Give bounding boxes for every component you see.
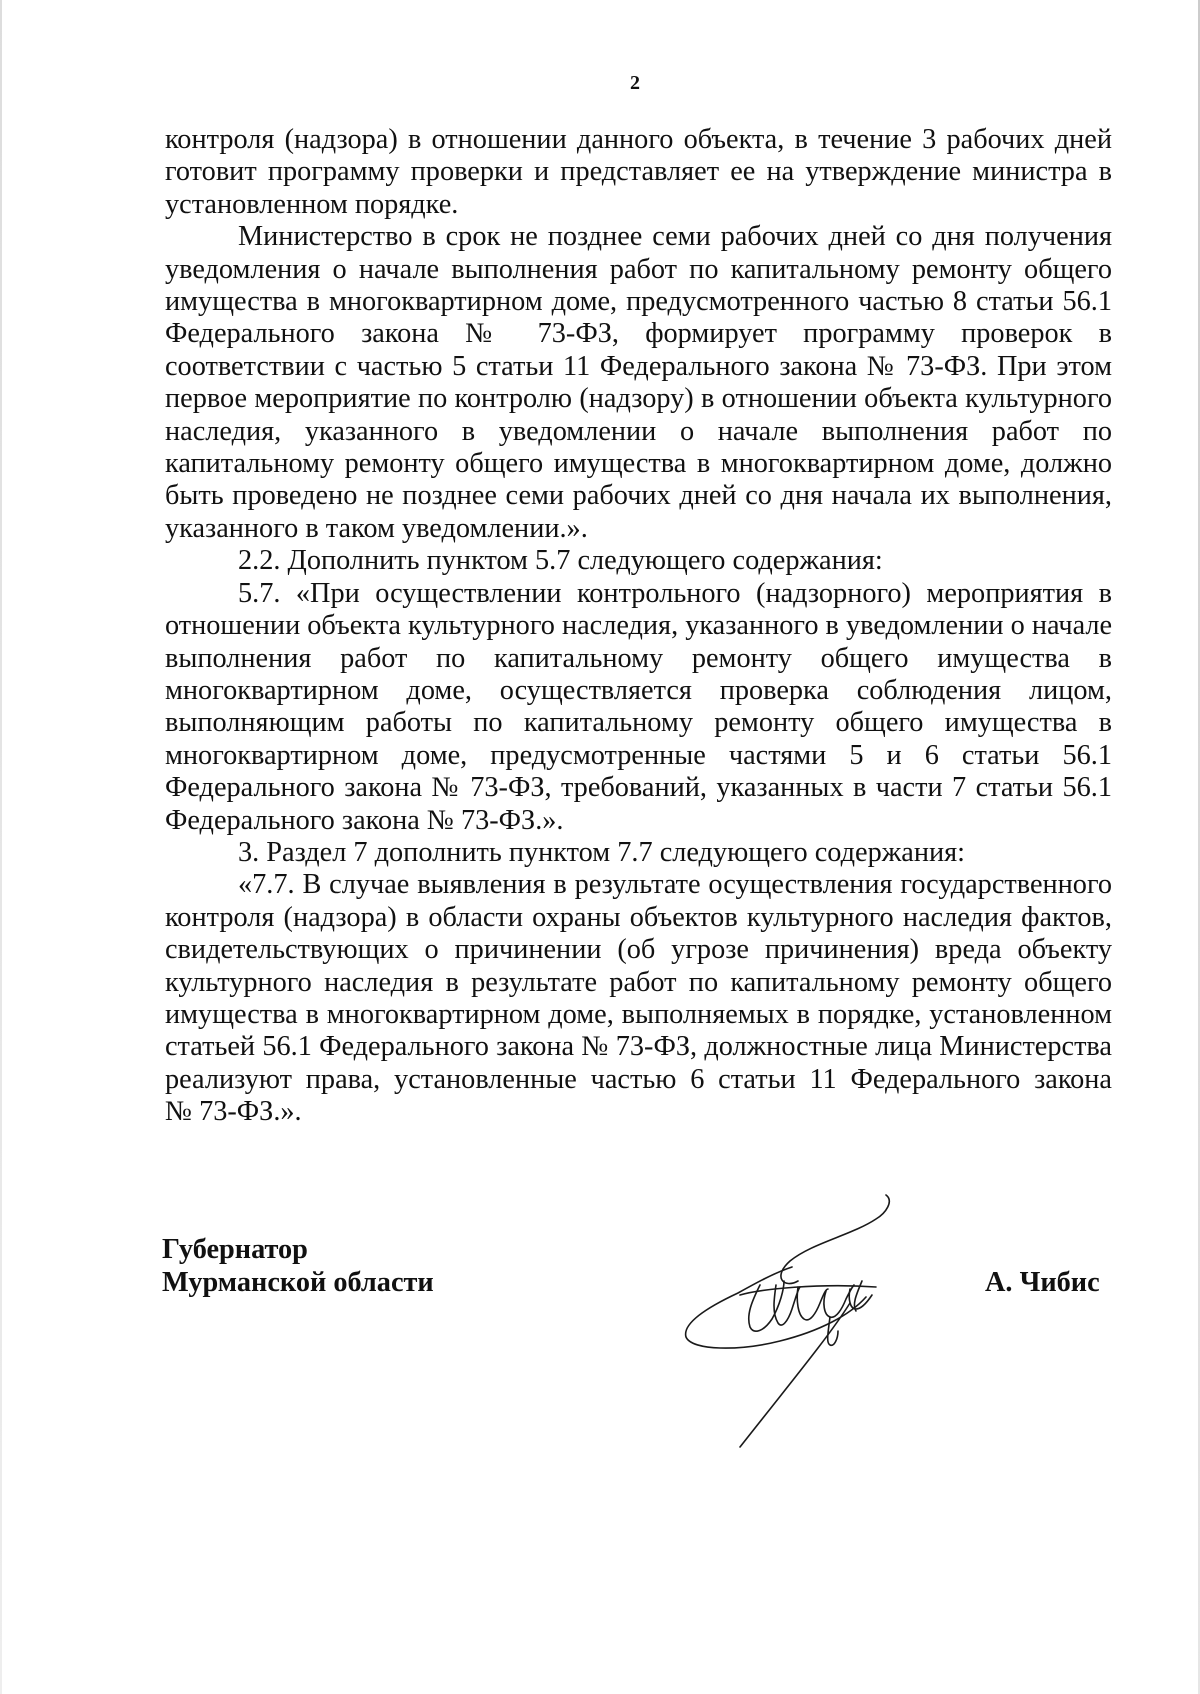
text-line: наследия, указанного в уведомлении о начале выполнения работ по xyxy=(165,415,1112,447)
document-body xyxy=(165,124,1112,1129)
signatory-position-line-1: Губернатор xyxy=(162,1234,308,1265)
signature-icon xyxy=(680,1185,910,1465)
signatory-position-line-2: Мурманской области xyxy=(162,1267,434,1298)
text-line: статьей 56.1 Федерального закона № 73-ФЗ, должностные лица Министерства xyxy=(165,1031,1112,1063)
text-line: 3. Раздел 7 дополнить пунктом 7.7 следующего содержания: xyxy=(238,836,965,868)
text-line: культурного наследия в результате работ по капитальному ремонту общего xyxy=(165,966,1112,998)
text-line: многоквартирном доме, осуществляется проверка соблюдения лицом, xyxy=(165,674,1112,706)
text-line: выполнения работ по капитальному ремонту общего имущества в xyxy=(165,642,1112,674)
text-line: отношении объекта культурного наследия, указанного в уведомлении о начале xyxy=(165,610,1113,642)
text-line: соответствии с частью 5 статьи 11 Федерального закона № 73-ФЗ. При этом xyxy=(165,350,1112,382)
text-line: Министерство в срок не позднее семи рабочих дней со дня получения xyxy=(238,221,1112,253)
text-line: 2.2. Дополнить пунктом 5.7 следующего содержания: xyxy=(238,545,883,577)
signatory-position xyxy=(162,1233,434,1299)
text-line: установленном порядке. xyxy=(165,188,459,220)
text-line: капитальному ремонту общего имущества в многоквартирном доме, должно xyxy=(165,448,1112,480)
text-line: Федерального закона № 73-ФЗ, требований, указанных в части 7 статьи 56.1 xyxy=(165,772,1112,804)
text-line: № 73-ФЗ.». xyxy=(165,1096,302,1128)
text-line: свидетельствующих о причинении (об угрозе причинения) вреда объекту xyxy=(165,934,1112,966)
text-line: готовит программу проверки и представляет ее на утверждение министра в xyxy=(165,156,1112,188)
text-line: Федерального закона № 73-ФЗ, формирует программу проверок в xyxy=(165,318,1112,350)
text-line: контроля (надзора) в области охраны объектов культурного наследия фактов, xyxy=(165,901,1112,933)
text-line: реализуют права, установленные частью 6 статьи 11 Федерального закона xyxy=(165,1063,1112,1095)
signer-name: А. Чибис xyxy=(985,1267,1100,1298)
text-line: многоквартирном доме, предусмотренные частями 5 и 6 статьи 56.1 xyxy=(165,739,1112,771)
text-line: имущества в многоквартирном доме, выполняемых в порядке, установленном xyxy=(165,998,1112,1030)
text-line: указанного в таком уведомлении.». xyxy=(165,512,588,544)
page-number: 2 xyxy=(630,72,640,94)
text-line: имущества в многоквартирном доме, предусмотренного частью 8 статьи 56.1 xyxy=(165,286,1112,318)
scan-edge-left xyxy=(0,0,2,1694)
text-line: выполняющим работы по капитальному ремонту общего имущества в xyxy=(165,707,1112,739)
text-line: Федерального закона № 73-ФЗ.». xyxy=(165,804,564,836)
text-line: контроля (надзора) в отношении данного объекта, в течение 3 рабочих дней xyxy=(165,124,1112,155)
text-line: 5.7. «При осуществлении контрольного (надзорного) мероприятия в xyxy=(238,577,1112,609)
text-line: уведомления о начале выполнения работ по капитальному ремонту общего xyxy=(165,253,1112,285)
text-line: быть проведено не позднее семи рабочих дней со дня начала их выполнения, xyxy=(165,480,1112,512)
text-line: «7.7. В случае выявления в результате осуществления государственного xyxy=(238,869,1112,901)
text-line: первое мероприятие по контролю (надзору) в отношении объекта культурного xyxy=(165,383,1112,415)
